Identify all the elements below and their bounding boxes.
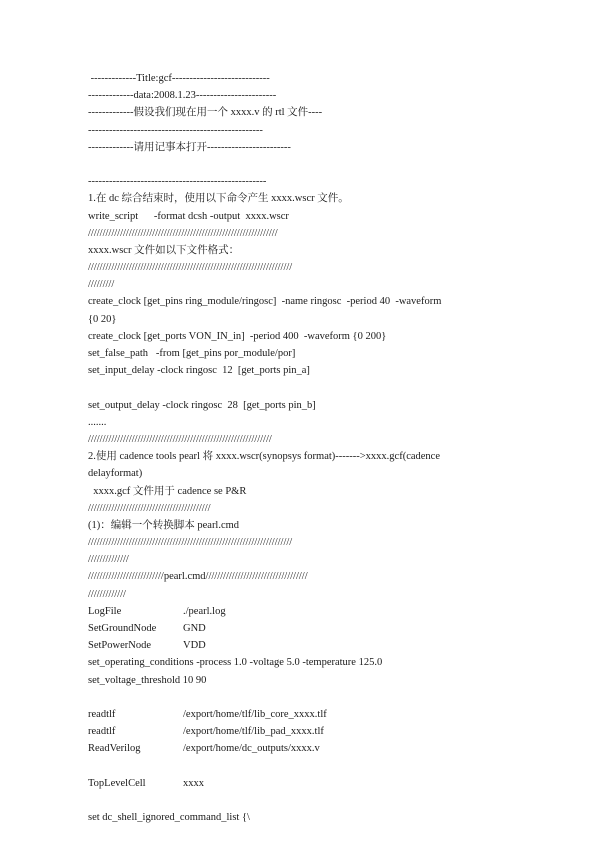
- document-body: [88, 70, 520, 826]
- pearl-cmd-separator: //////////////////////////pearl.cmd///////////////////////////////////: [88, 571, 308, 583]
- step2-note: xxxx.gcf 文件用于 cadence se P&R: [88, 485, 247, 497]
- step2-title: 2.使用 cadence tools pearl 将 xxxx.wscr(synopsys format)------->xxxx.gcf(cadence: [88, 451, 441, 463]
- code-line: set_operating_conditions -process 1.0 -voltage 5.0 -temperature 125.0: [88, 657, 383, 669]
- top-level-row: [88, 775, 520, 792]
- ellipsis: .......: [88, 416, 107, 428]
- header-line-date: -------------data:2008.1.23-----------------------: [88, 90, 277, 102]
- read-key: readtlf: [88, 726, 116, 738]
- setting-value: GND: [183, 623, 206, 634]
- pearl-setting-row: [88, 620, 520, 637]
- pearl-read-row: [88, 740, 520, 757]
- setting-key: LogFile: [88, 605, 122, 617]
- separator-cont: /////////////: [88, 588, 126, 600]
- read-value: /export/home/dc_outputs/xxxx.v: [183, 743, 320, 755]
- top-value: xxxx: [183, 777, 204, 789]
- code-line-cont: {0 20}: [88, 313, 117, 325]
- separator: //////////////////////////////////////////////////////////////////////: [88, 537, 293, 549]
- header-line-dashes: --------------------------------------------------: [88, 124, 263, 136]
- setting-key: SetPowerNode: [88, 640, 151, 652]
- read-key: ReadVerilog: [88, 743, 141, 755]
- code-line: create_clock [get_pins ring_module/ringosc] -name ringosc -period 40 -waveform: [88, 296, 442, 308]
- header-line-end: ---------------------------------------------------: [88, 176, 267, 188]
- code-line: set_false_path -from [get_pins por_module/por]: [88, 348, 296, 359]
- separator-cont: /////////: [88, 279, 115, 291]
- separator: //////////////////////////////////////////////////////////////////////: [88, 262, 293, 274]
- separator: /////////////////////////////////////////////////////////////////: [88, 227, 278, 239]
- header-line-title: -------------Title:gcf----------------------------: [88, 73, 270, 84]
- top-key: TopLevelCell: [88, 777, 146, 789]
- read-value: /export/home/tlf/lib_core_xxxx.tlf: [183, 708, 327, 720]
- setting-value: ./pearl.log: [183, 605, 226, 617]
- code-line: set_output_delay -clock ringosc 28 [get_ports pin_b]: [88, 399, 316, 411]
- pearl-read-row: [88, 706, 520, 723]
- header-line-notepad: -------------请用记事本打开------------------------: [88, 141, 291, 153]
- code-line: create_clock [get_ports VON_IN_in] -period 400 -waveform {0 200}: [88, 330, 387, 342]
- step1-command: write_script -format dcsh -output xxxx.wscr: [88, 210, 289, 222]
- separator: ///////////////////////////////////////////////////////////////: [88, 433, 272, 445]
- format-label: xxxx.wscr 文件如以下文件格式：: [88, 244, 240, 256]
- code-line-last: set dc_shell_ignored_command_list {\: [88, 812, 250, 824]
- setting-key: SetGroundNode: [88, 623, 157, 634]
- pearl-read-row: [88, 723, 520, 740]
- code-line: set_input_delay -clock ringosc 12 [get_ports pin_a]: [88, 365, 310, 377]
- pearl-setting-row: [88, 603, 520, 620]
- pearl-setting-row: [88, 637, 520, 654]
- read-key: readtlf: [88, 708, 116, 720]
- separator-cont: //////////////: [88, 554, 129, 566]
- step2-title-cont: delayformat): [88, 468, 143, 480]
- step1-title: 1.在 dc 综合结束时，使用以下命令产生 xxxx.wscr 文件。: [88, 193, 349, 205]
- header-line-assume: -------------假设我们现在用一个 xxxx.v 的 rtl 文件----: [88, 107, 323, 119]
- read-value: /export/home/tlf/lib_pad_xxxx.tlf: [183, 726, 324, 738]
- setting-value: VDD: [183, 640, 206, 652]
- separator: //////////////////////////////////////////: [88, 502, 211, 514]
- step2-sub1: (1)：编辑一个转换脚本 pearl.cmd: [88, 519, 240, 531]
- code-line: set_voltage_threshold 10 90: [88, 674, 207, 686]
